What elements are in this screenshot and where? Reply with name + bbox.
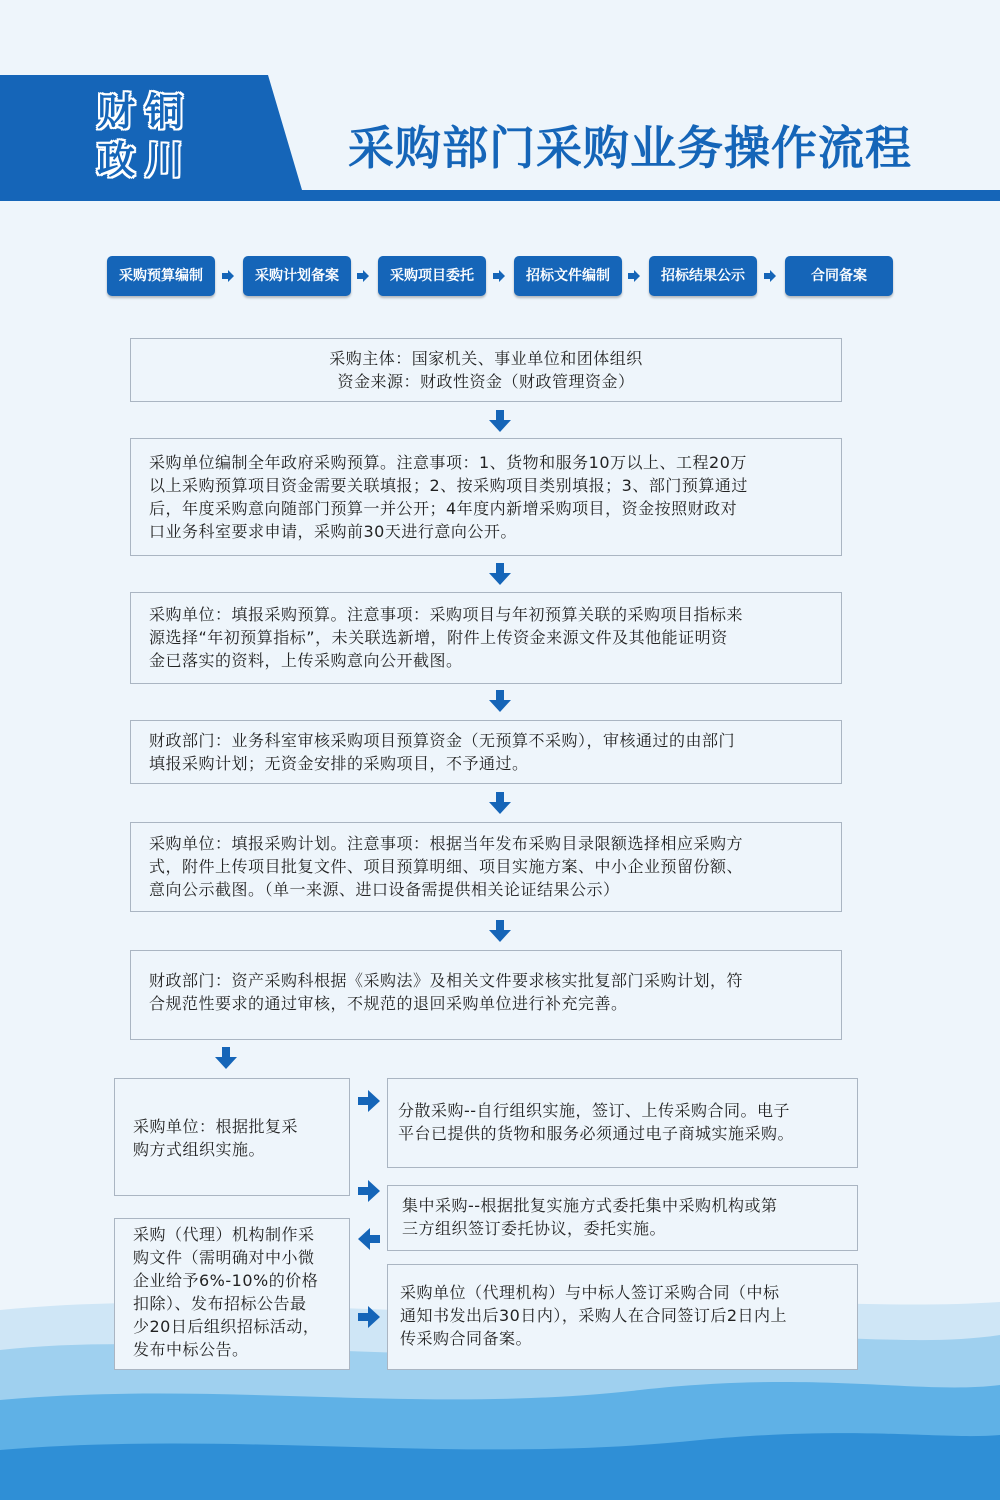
box-line: 发布中标公告。 — [133, 1340, 249, 1359]
box-line: 少20日后组织招标活动， — [133, 1317, 320, 1336]
box-line: 源选择“年初预算指标”，未关联选新增，附件上传资金来源文件及其他能证明资 — [149, 628, 728, 647]
flow-box-finance-review — [130, 720, 842, 784]
logo-char: 铜 — [144, 90, 183, 134]
flow-box-subject — [130, 338, 842, 402]
flow-box-fill-plan — [130, 822, 842, 912]
arrow-down-icon — [489, 690, 511, 712]
box-line: 传采购合同备案。 — [400, 1329, 533, 1348]
flow-box-centralized — [387, 1185, 858, 1251]
step-bar — [0, 256, 1000, 298]
box-line: 购方式组织实施。 — [133, 1140, 266, 1159]
flow-box-contract — [387, 1264, 858, 1370]
arrow-down-icon — [215, 1047, 237, 1069]
box-line: 口业务科室要求申请，采购前30天进行意向公开。 — [149, 522, 517, 541]
box-line: 采购单位编制全年政府采购预算。注意事项：1、货物和服务10万以上、工程20万 — [149, 453, 747, 472]
box-line: 意向公示截图。（单一来源、进口设备需提供相关论证结果公示） — [149, 880, 620, 899]
arrow-down-icon — [489, 563, 511, 585]
box-line: 平台已提供的货物和服务必须通过电子商城实施采购。 — [398, 1124, 795, 1143]
box-line: 通知书发出后30日内），采购人在合同签订后2日内上 — [400, 1306, 788, 1325]
box-line: 采购单位（代理机构）与中标人签订采购合同（中标 — [400, 1283, 780, 1302]
step-pill: 合同备案 — [785, 256, 893, 296]
box-line: 采购单位：根据批复采 — [133, 1117, 299, 1136]
flow-box-implement — [114, 1078, 350, 1196]
box-line: 三方组织签订委托协议，委托实施。 — [402, 1219, 667, 1238]
arrow-right-icon — [764, 270, 776, 282]
logo-char: 川 — [144, 138, 183, 182]
box-line: 企业给予6%-10%的价格 — [133, 1271, 319, 1290]
flow-box-asset-approval — [130, 950, 842, 1040]
box-line: 分散采购--自行组织实施，签订、上传采购合同。电子 — [398, 1101, 791, 1120]
step-pill: 采购计划备案 — [243, 256, 351, 296]
arrow-down-icon — [489, 410, 511, 432]
arrow-right-icon — [357, 270, 369, 282]
box-line: 后，年度采购意向随部门预算一并公开；4年度内新增采购项目，资金按照财政对 — [149, 499, 738, 518]
arrow-right-icon — [628, 270, 640, 282]
arrow-right-icon — [358, 1180, 380, 1202]
box-line: 购文件（需明确对中小微 — [133, 1248, 315, 1267]
box-line: 以上采购预算项目资金需要关联填报；2、按采购项目类别填报；3、部门预算通过 — [149, 476, 748, 495]
box-line: 资金来源：财政性资金（财政管理资金） — [337, 372, 635, 391]
box-line: 金已落实的资料，上传采购意向公开截图。 — [149, 651, 463, 670]
arrow-left-icon — [358, 1228, 380, 1250]
box-line: 财政部门：资产采购科根据《采购法》及相关文件要求核实批复部门采购计划，符 — [149, 971, 744, 990]
step-pill: 采购项目委托 — [378, 256, 486, 296]
arrow-right-icon — [358, 1306, 380, 1328]
box-line: 扣除）、发布招标公告最 — [133, 1294, 307, 1313]
box-line: 采购主体：国家机关、事业单位和团体组织 — [329, 349, 643, 368]
step-pill: 采购预算编制 — [107, 256, 215, 296]
step-pill: 招标文件编制 — [514, 256, 622, 296]
box-line: 采购单位：填报采购计划。注意事项：根据当年发布采购目录限额选择相应采购方 — [149, 834, 744, 853]
logo — [92, 88, 188, 184]
logo-char: 政 — [96, 138, 135, 182]
arrow-down-icon — [489, 792, 511, 814]
box-line: 填报采购计划；无资金安排的采购项目，不予通过。 — [149, 754, 529, 773]
page-title: 采购部门采购业务操作流程 — [348, 121, 912, 175]
arrow-right-icon — [358, 1090, 380, 1112]
box-line: 合规范性要求的通过审核，不规范的退回采购单位进行补充完善。 — [149, 994, 628, 1013]
arrow-right-icon — [222, 270, 234, 282]
logo-char: 财 — [96, 90, 135, 134]
flow-box-budget — [130, 438, 842, 556]
arrow-right-icon — [493, 270, 505, 282]
step-pill: 招标结果公示 — [649, 256, 757, 296]
flow-box-agency — [114, 1218, 350, 1370]
box-line: 式，附件上传项目批复文件、项目预算明细、项目实施方案、中小企业预留份额、 — [149, 857, 744, 876]
box-line: 采购（代理）机构制作采 — [133, 1225, 315, 1244]
box-line: 采购单位：填报采购预算。注意事项：采购项目与年初预算关联的采购项目指标来 — [149, 605, 744, 624]
box-line: 财政部门：业务科室审核采购项目预算资金（无预算不采购），审核通过的由部门 — [149, 731, 736, 750]
arrow-down-icon — [489, 920, 511, 942]
box-line: 集中采购--根据批复实施方式委托集中采购机构或第 — [402, 1196, 778, 1215]
flow-box-fill-budget — [130, 592, 842, 684]
flow-box-decentralized — [387, 1078, 858, 1168]
